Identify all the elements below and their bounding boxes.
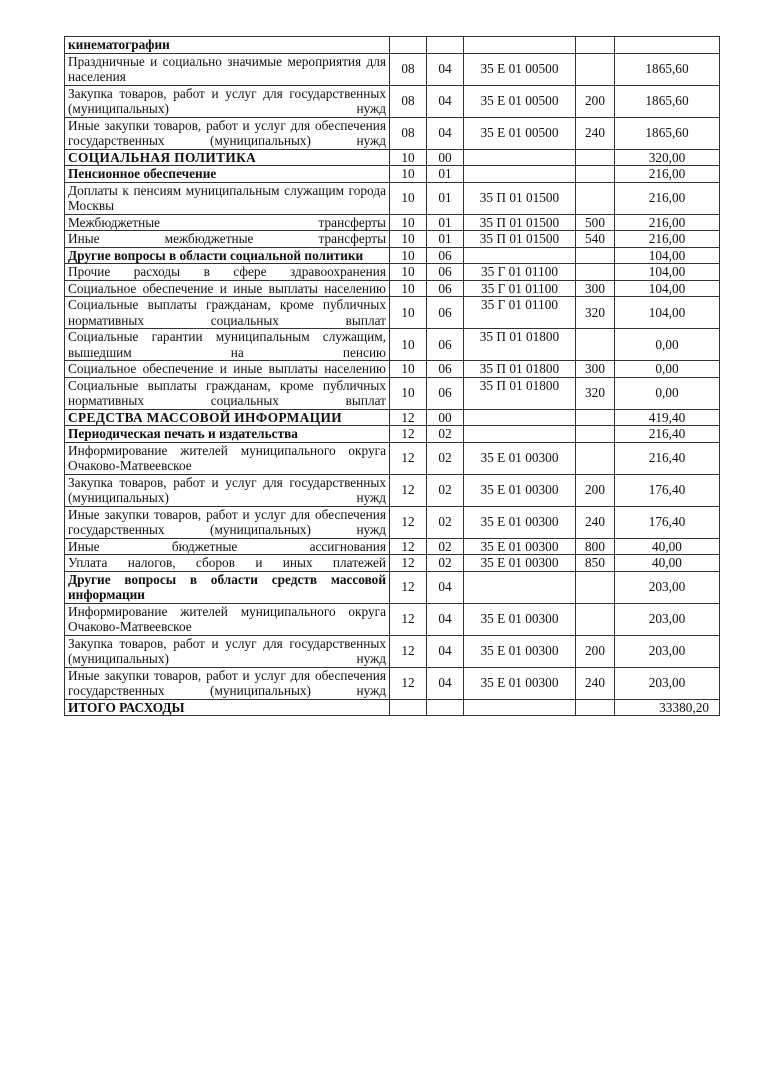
section-code: 10 (390, 182, 427, 214)
section-code: 12 (390, 442, 427, 474)
amount: 176,40 (615, 506, 720, 538)
row-name: СОЦИАЛЬНАЯ ПОЛИТИКА (65, 149, 390, 166)
section-code: 10 (390, 264, 427, 281)
expense-type-code (576, 426, 615, 443)
table-row (65, 37, 720, 54)
expense-type-code (576, 166, 615, 183)
table-row (65, 264, 720, 281)
target-article-code: 35 Е 01 00300 (464, 538, 576, 555)
expense-type-code: 200 (576, 635, 615, 667)
row-name: Информирование жителей муниципального округа Очаково-Матвеевское (65, 442, 390, 474)
row-name: Иные закупки товаров, работ и услуг для обеспечения государственных (муниципальных) нужд (65, 117, 390, 149)
amount: 216,00 (615, 166, 720, 183)
subsection-code: 01 (427, 182, 464, 214)
row-name: Межбюджетные трансферты (65, 214, 390, 231)
target-article-code: 35 Е 01 00300 (464, 474, 576, 506)
section-code: 10 (390, 149, 427, 166)
row-name: Прочие расходы в сфере здравоохранения (65, 264, 390, 281)
table-row (65, 571, 720, 603)
subsection-code: 00 (427, 149, 464, 166)
amount: 203,00 (615, 571, 720, 603)
amount: 176,40 (615, 474, 720, 506)
amount: 104,00 (615, 264, 720, 281)
section-code: 08 (390, 117, 427, 149)
amount: 203,00 (615, 667, 720, 699)
amount: 40,00 (615, 555, 720, 572)
empty-cell (427, 699, 464, 716)
section-code: 10 (390, 377, 427, 409)
expense-type-code (576, 37, 615, 54)
amount: 216,00 (615, 182, 720, 214)
table-row (65, 149, 720, 166)
empty-cell (464, 699, 576, 716)
amount: 203,00 (615, 635, 720, 667)
subsection-code: 01 (427, 214, 464, 231)
section-code: 12 (390, 635, 427, 667)
table-row (65, 280, 720, 297)
table-row (65, 53, 720, 85)
target-article-code (464, 409, 576, 426)
expense-type-code (576, 53, 615, 85)
subsection-code (427, 37, 464, 54)
amount: 0,00 (615, 329, 720, 361)
amount: 203,00 (615, 603, 720, 635)
table-row (65, 442, 720, 474)
section-code: 12 (390, 555, 427, 572)
subsection-code: 06 (427, 280, 464, 297)
table-row (65, 635, 720, 667)
subsection-code: 04 (427, 117, 464, 149)
subsection-code: 02 (427, 506, 464, 538)
target-article-code (464, 166, 576, 183)
table-row (65, 166, 720, 183)
table-row (65, 555, 720, 572)
amount: 104,00 (615, 297, 720, 329)
target-article-code (464, 247, 576, 264)
section-code: 10 (390, 247, 427, 264)
table-row (65, 117, 720, 149)
row-name: Периодическая печать и издательства (65, 426, 390, 443)
row-name: Пенсионное обеспечение (65, 166, 390, 183)
table-row (65, 329, 720, 361)
table-row (65, 377, 720, 409)
expense-type-code: 850 (576, 555, 615, 572)
amount: 40,00 (615, 538, 720, 555)
table-row (65, 297, 720, 329)
row-name: Закупка товаров, работ и услуг для государственных (муниципальных) нужд (65, 474, 390, 506)
budget-expenditure-table (64, 36, 720, 716)
amount: 0,00 (615, 377, 720, 409)
amount: 1865,60 (615, 117, 720, 149)
target-article-code (464, 37, 576, 54)
expense-type-code (576, 442, 615, 474)
expense-type-code (576, 409, 615, 426)
amount: 320,00 (615, 149, 720, 166)
table-row (65, 361, 720, 378)
section-code: 10 (390, 231, 427, 248)
target-article-code: 35 Е 01 00300 (464, 667, 576, 699)
target-article-code: 35 Е 01 00500 (464, 117, 576, 149)
total-row (65, 699, 720, 716)
row-name: Иные межбюджетные трансферты (65, 231, 390, 248)
target-article-code (464, 571, 576, 603)
expense-type-code: 300 (576, 361, 615, 378)
table-row (65, 474, 720, 506)
amount (615, 37, 720, 54)
section-code: 10 (390, 361, 427, 378)
expense-type-code: 320 (576, 377, 615, 409)
expense-type-code (576, 571, 615, 603)
target-article-code: 35 П 01 01500 (464, 214, 576, 231)
target-article-code: 35 П 01 01800 (464, 377, 576, 409)
expense-type-code (576, 182, 615, 214)
amount: 419,40 (615, 409, 720, 426)
subsection-code: 04 (427, 667, 464, 699)
row-name: Праздничные и социально значимые мероприятия для населения (65, 53, 390, 85)
table-row (65, 247, 720, 264)
subsection-code: 06 (427, 377, 464, 409)
expense-type-code: 300 (576, 280, 615, 297)
target-article-code: 35 Е 01 00300 (464, 603, 576, 635)
row-name: Социальное обеспечение и иные выплаты населению (65, 280, 390, 297)
expense-type-code (576, 329, 615, 361)
row-name: Доплаты к пенсиям муниципальным служащим города Москвы (65, 182, 390, 214)
target-article-code: 35 Е 01 00300 (464, 635, 576, 667)
amount: 0,00 (615, 361, 720, 378)
table-row (65, 538, 720, 555)
expense-type-code (576, 264, 615, 281)
expense-type-code: 240 (576, 117, 615, 149)
row-name: СРЕДСТВА МАССОВОЙ ИНФОРМАЦИИ (65, 409, 390, 426)
subsection-code: 01 (427, 231, 464, 248)
section-code: 12 (390, 571, 427, 603)
target-article-code: 35 Е 01 00300 (464, 555, 576, 572)
section-code: 08 (390, 85, 427, 117)
subsection-code: 02 (427, 538, 464, 555)
row-name: Социальные выплаты гражданам, кроме публичных нормативных социальных выплат (65, 377, 390, 409)
total-sum: 33380,20 (615, 699, 720, 716)
section-code: 10 (390, 166, 427, 183)
section-code: 12 (390, 506, 427, 538)
target-article-code: 35 П 01 01500 (464, 231, 576, 248)
row-name: Закупка товаров, работ и услуг для государственных (муниципальных) нужд (65, 85, 390, 117)
target-article-code (464, 149, 576, 166)
subsection-code: 04 (427, 635, 464, 667)
amount: 216,00 (615, 214, 720, 231)
empty-cell (576, 699, 615, 716)
target-article-code: 35 Е 01 00300 (464, 442, 576, 474)
amount: 1865,60 (615, 85, 720, 117)
row-name: Социальные гарантии муниципальным служащим, вышедшим на пенсию (65, 329, 390, 361)
amount: 216,00 (615, 231, 720, 248)
table-row (65, 506, 720, 538)
row-name: Иные закупки товаров, работ и услуг для обеспечения государственных (муниципальных) нужд (65, 506, 390, 538)
expense-type-code: 320 (576, 297, 615, 329)
section-code: 10 (390, 329, 427, 361)
table-row (65, 409, 720, 426)
expense-type-code: 240 (576, 506, 615, 538)
section-code: 12 (390, 603, 427, 635)
total-label: ИТОГО РАСХОДЫ (65, 699, 390, 716)
subsection-code: 02 (427, 474, 464, 506)
subsection-code: 04 (427, 85, 464, 117)
target-article-code: 35 Е 01 00500 (464, 85, 576, 117)
row-name: Иные бюджетные ассигнования (65, 538, 390, 555)
row-name: Информирование жителей муниципального округа Очаково-Матвеевское (65, 603, 390, 635)
table-row (65, 85, 720, 117)
table-row (65, 426, 720, 443)
table-row (65, 182, 720, 214)
expense-type-code (576, 247, 615, 264)
row-name: кинематографии (65, 37, 390, 54)
expense-type-code: 800 (576, 538, 615, 555)
subsection-code: 01 (427, 166, 464, 183)
expense-type-code: 540 (576, 231, 615, 248)
subsection-code: 04 (427, 603, 464, 635)
subsection-code: 06 (427, 329, 464, 361)
subsection-code: 06 (427, 264, 464, 281)
row-name: Закупка товаров, работ и услуг для государственных (муниципальных) нужд (65, 635, 390, 667)
row-name: Социальное обеспечение и иные выплаты населению (65, 361, 390, 378)
section-code: 12 (390, 538, 427, 555)
expense-type-code (576, 603, 615, 635)
amount: 104,00 (615, 247, 720, 264)
amount: 104,00 (615, 280, 720, 297)
subsection-code: 02 (427, 442, 464, 474)
subsection-code: 04 (427, 53, 464, 85)
expense-type-code: 200 (576, 85, 615, 117)
target-article-code: 35 П 01 01800 (464, 361, 576, 378)
section-code: 10 (390, 280, 427, 297)
table-row (65, 603, 720, 635)
target-article-code (464, 426, 576, 443)
amount: 216,40 (615, 442, 720, 474)
row-name: Другие вопросы в области социальной политики (65, 247, 390, 264)
section-code: 12 (390, 667, 427, 699)
row-name: Иные закупки товаров, работ и услуг для обеспечения государственных (муниципальных) нужд (65, 667, 390, 699)
table-row (65, 214, 720, 231)
target-article-code: 35 П 01 01800 (464, 329, 576, 361)
target-article-code: 35 Г 01 01100 (464, 280, 576, 297)
table-row (65, 667, 720, 699)
amount: 216,40 (615, 426, 720, 443)
subsection-code: 06 (427, 297, 464, 329)
row-name: Другие вопросы в области средств массовой информации (65, 571, 390, 603)
expense-type-code: 240 (576, 667, 615, 699)
subsection-code: 06 (427, 247, 464, 264)
expense-type-code: 200 (576, 474, 615, 506)
target-article-code: 35 Е 01 00300 (464, 506, 576, 538)
section-code: 10 (390, 297, 427, 329)
section-code (390, 37, 427, 54)
target-article-code: 35 П 01 01500 (464, 182, 576, 214)
section-code: 12 (390, 409, 427, 426)
empty-cell (390, 699, 427, 716)
table-body (65, 37, 720, 700)
target-article-code: 35 Г 01 01100 (464, 264, 576, 281)
section-code: 12 (390, 474, 427, 506)
row-name: Уплата налогов, сборов и иных платежей (65, 555, 390, 572)
target-article-code: 35 Г 01 01100 (464, 297, 576, 329)
subsection-code: 02 (427, 555, 464, 572)
table-row (65, 231, 720, 248)
expense-type-code (576, 149, 615, 166)
subsection-code: 06 (427, 361, 464, 378)
amount: 1865,60 (615, 53, 720, 85)
row-name: Социальные выплаты гражданам, кроме публичных нормативных социальных выплат (65, 297, 390, 329)
target-article-code: 35 Е 01 00500 (464, 53, 576, 85)
section-code: 12 (390, 426, 427, 443)
section-code: 10 (390, 214, 427, 231)
subsection-code: 04 (427, 571, 464, 603)
expense-type-code: 500 (576, 214, 615, 231)
subsection-code: 00 (427, 409, 464, 426)
section-code: 08 (390, 53, 427, 85)
subsection-code: 02 (427, 426, 464, 443)
